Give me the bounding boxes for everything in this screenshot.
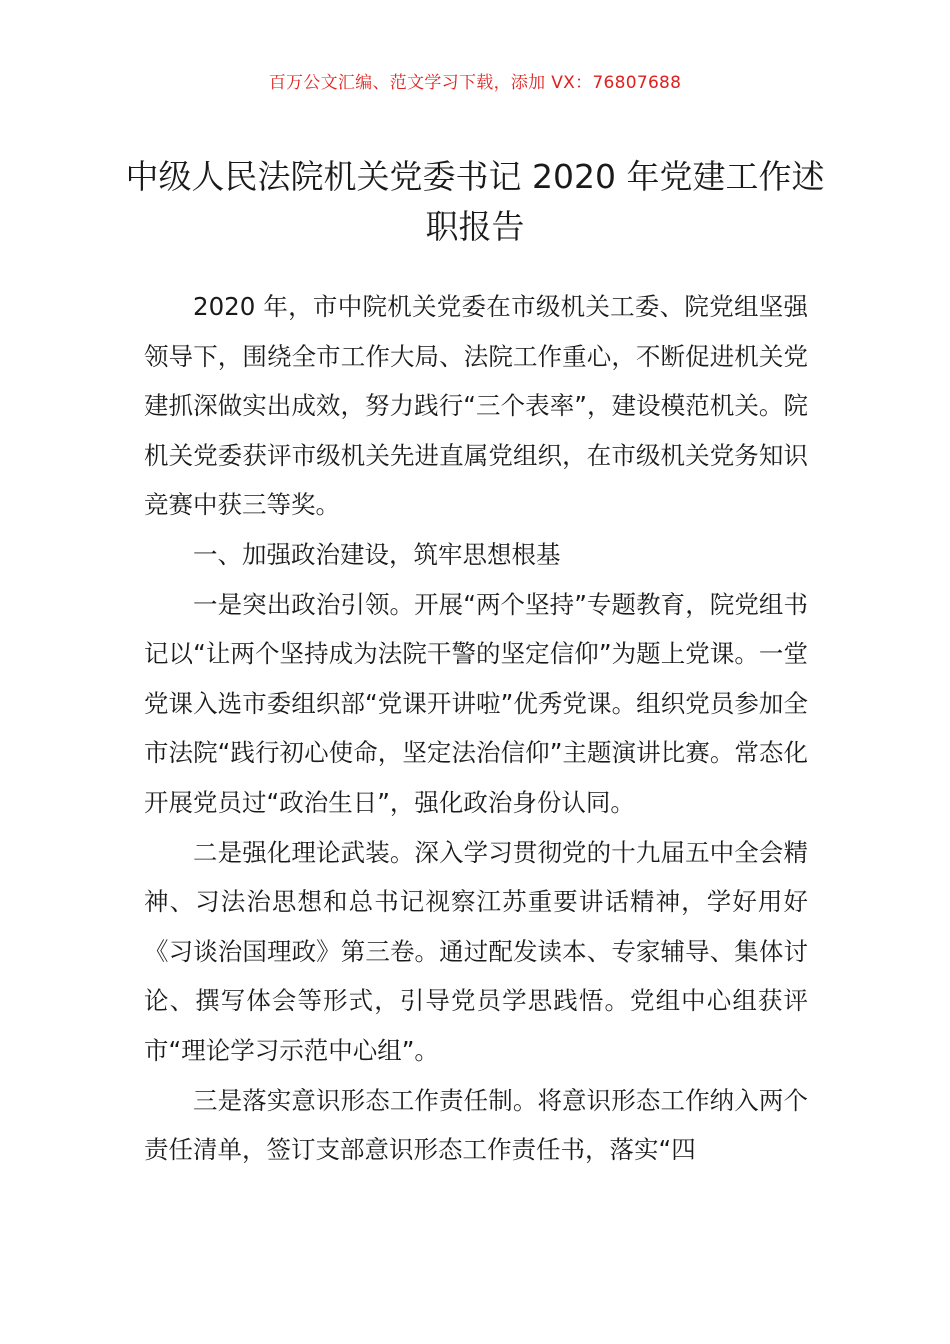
section-heading-1: 一、加强政治建设，筑牢思想根基 [193, 539, 561, 569]
paragraph-2: 二是强化理论武装。深入学习贯彻党的十九届五中全会精神、习法治思想和总书记视察江苏重要讲话精神，学好用好《习谈治国理政》第三卷。通过配发读本、专家辅导、集体讨论、撰写体会等形式，引导党员学思践悟。党组中心组获评市“理论学习示范中心组”。 [144, 837, 808, 1065]
paragraph-1: 一是突出政治引领。开展“两个坚持”专题教育，院党组书记以“让两个坚持成为法院干警的坚定信仰”为题上党课。一堂党课入选市委组织部“党课开讲啦”优秀党课。组织党员参加全市法院“践行初心使命，坚定法治信仰”主题演讲比赛。常态化开展党员过“政治生日”，强化政治身份认同。 [144, 589, 808, 817]
document-title: 中级人民法院机关党委书记 2020 年党建工作述职报告 [125, 157, 825, 246]
watermark-header: 百万公文汇编、范文学习下载，添加 VX：76807688 [268, 73, 682, 93]
paragraph-3: 三是落实意识形态工作责任制。将意识形态工作纳入两个责任清单，签订支部意识形态工作责任书，落实“四 [144, 1085, 808, 1165]
document-body [144, 282, 808, 1175]
paragraph-intro: 2020 年，市中院机关党委在市级机关工委、院党组坚强领导下，围绕全市工作大局、法院工作重心，不断促进机关党建抓深做实出成效，努力践行“三个表率”，建设模范机关。院机关党委获评市级机关先进直属党组织，在市级机关党务知识竞赛中获三等奖。 [144, 292, 808, 520]
